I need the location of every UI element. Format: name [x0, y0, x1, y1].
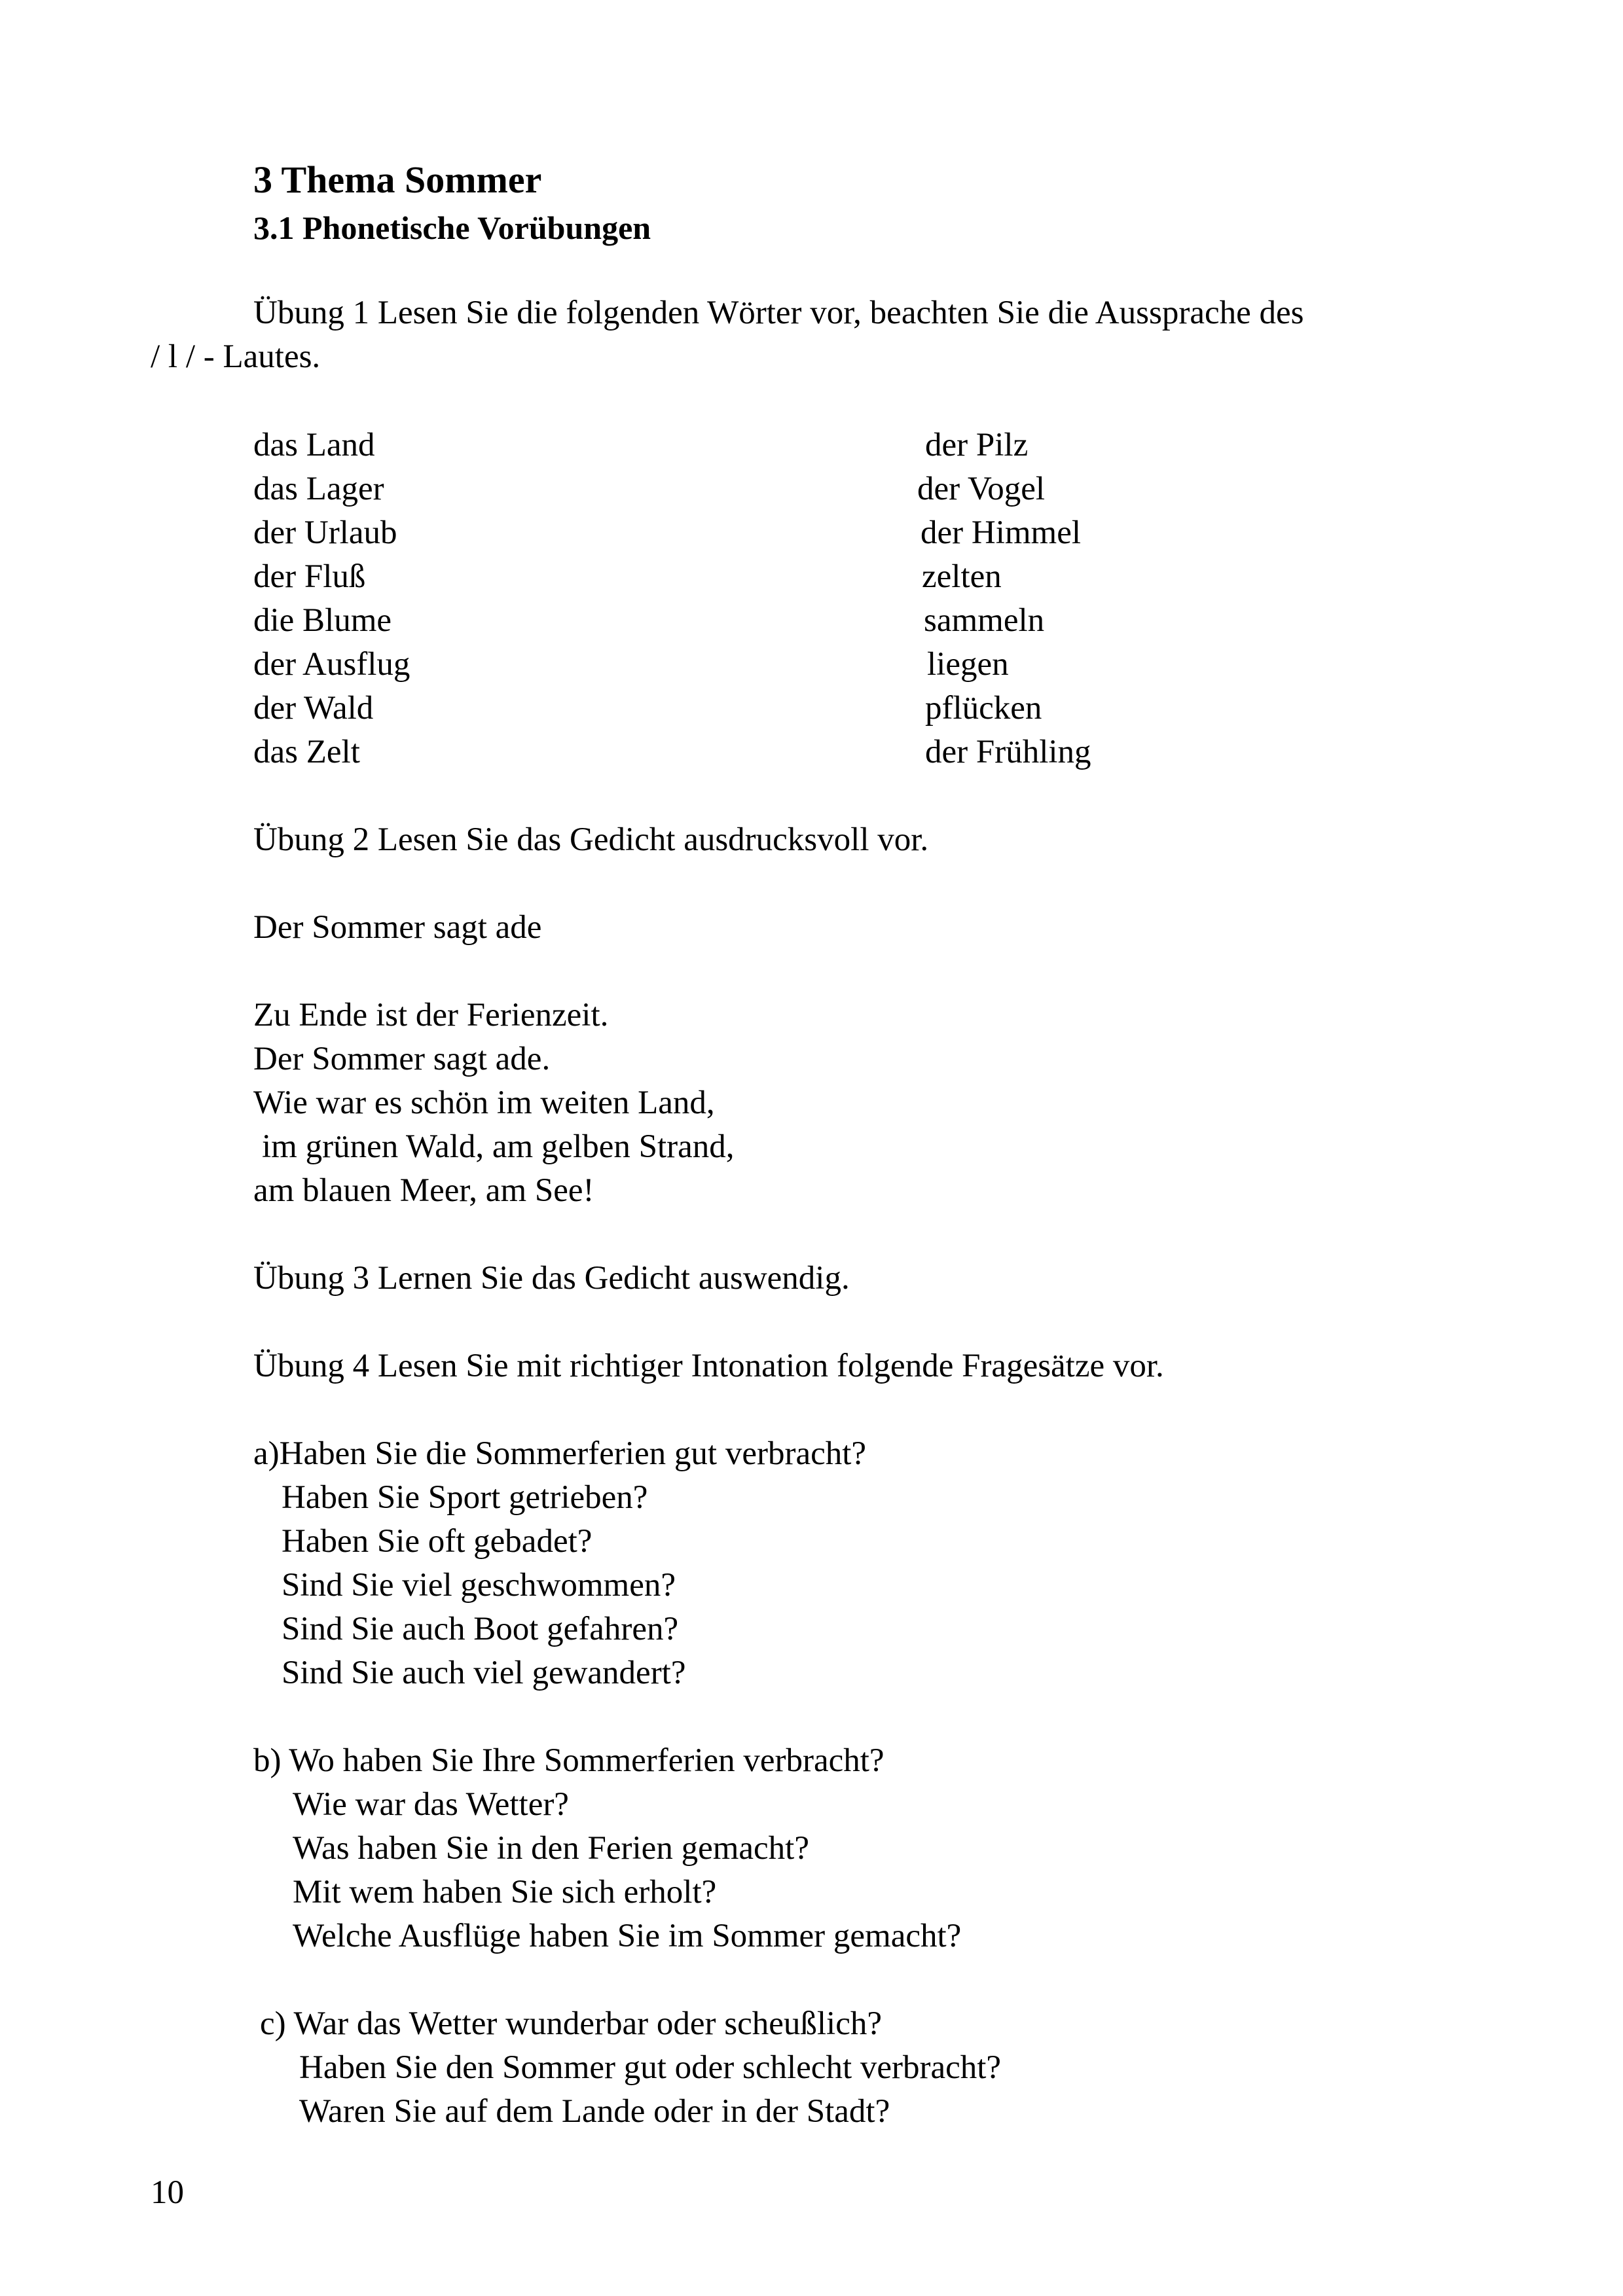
page-number: 10 [151, 2174, 184, 2211]
question-line: Welche Ausflüge haben Sie im Sommer gemacht? [293, 1918, 962, 1954]
word-item: die Blume [253, 602, 392, 639]
exercise1-instruction-line1: Übung 1 Lesen Sie die folgenden Wörter vor, beachten Sie die Aussprache des [253, 295, 1304, 331]
word-item: der Vogel [917, 471, 1046, 507]
word-item: der Pilz [925, 427, 1029, 463]
question-line: Sind Sie viel geschwommen? [282, 1567, 676, 1604]
question-line: Sind Sie auch Boot gefahren? [282, 1611, 679, 1647]
poem-title: Der Sommer sagt ade [253, 909, 542, 946]
word-item: zelten [922, 558, 1002, 595]
question-line: Haben Sie oft gebadet? [282, 1523, 593, 1560]
exercise1-instruction-line2: / l / - Lautes. [151, 338, 321, 375]
word-item: der Frühling [925, 734, 1091, 770]
word-item: der Wald [253, 690, 374, 726]
word-item: das Zelt [253, 734, 360, 770]
word-item: der Fluß [253, 558, 366, 595]
section-heading: 3.1 Phonetische Vorübungen [253, 209, 651, 246]
exercise2-instruction: Übung 2 Lesen Sie das Gedicht ausdrucksvoll vor. [253, 821, 929, 858]
poem-line: Zu Ende ist der Ferienzeit. [253, 997, 609, 1033]
word-item: liegen [927, 646, 1009, 683]
word-item: sammeln [924, 602, 1045, 639]
chapter-heading: 3 Thema Sommer [253, 158, 542, 201]
question-line: c) War das Wetter wunderbar oder scheußlich? [260, 2005, 882, 2042]
exercise4-instruction: Übung 4 Lesen Sie mit richtiger Intonation folgende Fragesätze vor. [253, 1348, 1164, 1384]
poem-line: im grünen Wald, am gelben Strand, [262, 1128, 735, 1165]
question-line: Haben Sie Sport getrieben? [282, 1479, 648, 1516]
word-item: der Urlaub [253, 514, 397, 551]
word-item: der Ausflug [253, 646, 410, 683]
poem-line: Der Sommer sagt ade. [253, 1041, 551, 1077]
word-item: das Land [253, 427, 375, 463]
question-line: Wie war das Wetter? [293, 1786, 569, 1823]
word-item: pflücken [925, 690, 1042, 726]
exercise3-instruction: Übung 3 Lernen Sie das Gedicht auswendig. [253, 1260, 850, 1297]
word-item: das Lager [253, 471, 384, 507]
question-line: Was haben Sie in den Ferien gemacht? [293, 1830, 809, 1867]
question-line: Haben Sie den Sommer gut oder schlecht verbracht? [299, 2049, 1002, 2086]
question-line: Sind Sie auch viel gewandert? [282, 1655, 686, 1691]
question-line: Waren Sie auf dem Lande oder in der Stadt? [299, 2093, 890, 2130]
word-item: der Himmel [921, 514, 1082, 551]
question-line: Mit wem haben Sie sich erholt? [293, 1874, 717, 1910]
poem-line: am blauen Meer, am See! [253, 1172, 594, 1209]
question-line: b) Wo haben Sie Ihre Sommerferien verbracht? [253, 1742, 884, 1779]
question-line: a)Haben Sie die Sommerferien gut verbracht? [253, 1435, 867, 1472]
poem-line: Wie war es schön im weiten Land, [253, 1085, 715, 1121]
